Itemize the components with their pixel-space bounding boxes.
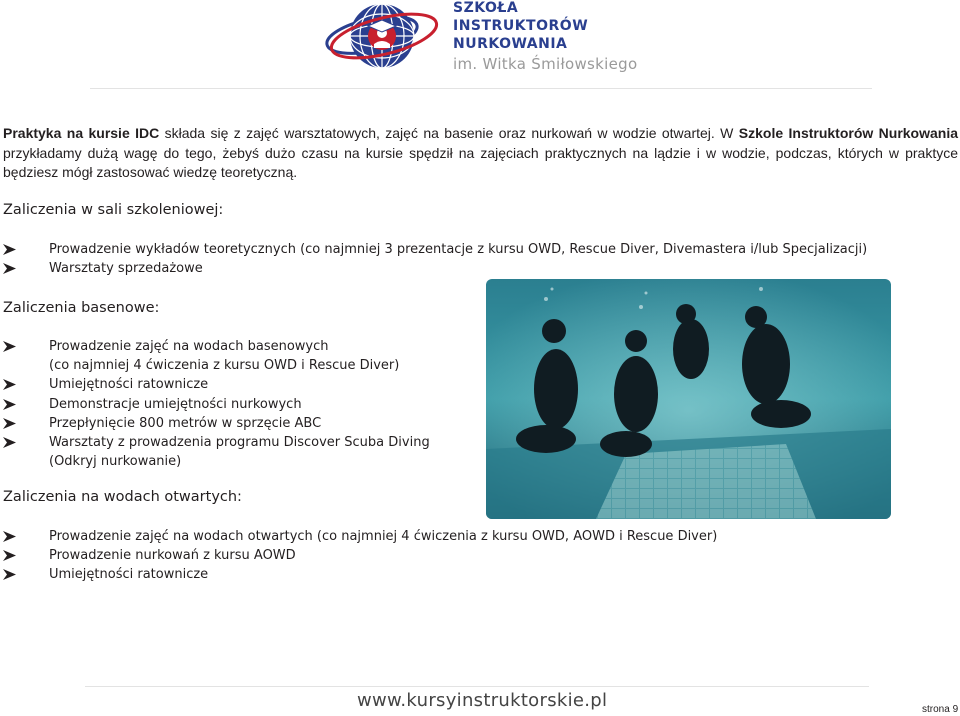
arrow-bullet-icon (3, 437, 16, 448)
list-item (3, 433, 430, 452)
header-divider (90, 88, 872, 89)
footer-website-link[interactable]: www.kursyinstruktorskie.pl (357, 690, 608, 711)
list-item-text: Prowadzenie zajęć na wodach otwartych (co najmniej 4 ćwiczenia z kursu OWD, AOWD i Rescue Diver) (49, 529, 718, 544)
list-item (3, 527, 717, 546)
globe-logo-icon (312, 0, 462, 76)
arrow-bullet-icon (3, 399, 16, 410)
intro-bold-school: Szkole Instruktorów Nurkowania (738, 125, 959, 141)
logo-text-diving: NURKOWANIA (453, 36, 568, 52)
list-item (3, 414, 430, 433)
list-item (3, 375, 430, 394)
intro-text-2: przykładamy dużą wagę do tego, żebyś dużo czasu na kursie spędził na zajęciach praktycznych na lądzie i w wodzie, podczas, których w praktyce będziesz mógł zastosować wiedzę teoretyczną. (3, 144, 958, 180)
list-item (3, 337, 430, 356)
classroom-list (3, 240, 867, 278)
list-item-text: Przepłynięcie 800 metrów w sprzęcie ABC (49, 415, 322, 431)
list-item-continuation: (Odkryj nurkowanie) (49, 454, 182, 470)
arrow-bullet-icon (3, 550, 16, 561)
intro-text-1: składa się z zajęć warsztatowych, zajęć na basenie oraz nurkowań w wodzie otwartej. W (159, 125, 739, 141)
logo-text-patron: im. Witka Śmiłowskiego (453, 55, 638, 73)
list-item-text: Warsztaty z prowadzenia programu Discover Scuba Diving (49, 435, 430, 451)
arrow-bullet-icon (3, 531, 16, 542)
intro-bold-idc: Praktyka na kursie IDC (3, 125, 160, 141)
list-item-text: Warsztaty sprzedażowe (49, 261, 203, 277)
intro-paragraph (3, 124, 958, 183)
pool-divers-photo (486, 279, 891, 519)
footer-divider (85, 686, 869, 687)
section-heading-classroom: Zaliczenia w sali szkoleniowej: (3, 202, 224, 218)
openwater-list (3, 527, 717, 585)
list-item-text: Prowadzenie nurkowań z kursu AOWD (49, 548, 296, 564)
list-item (3, 565, 717, 584)
arrow-bullet-icon (3, 418, 16, 429)
list-item-text: Prowadzenie wykładów teoretycznych (co najmniej 3 prezentacje z kursu OWD, Rescue Diver, Divemastera i/lub Specjalizacji) (49, 242, 868, 257)
page-number: strona 9 (922, 704, 959, 715)
list-item-text: Prowadzenie zajęć na wodach basenowych (49, 339, 329, 354)
list-item (3, 259, 867, 278)
logo-text-instructors: INSTRUKTORÓW (453, 18, 589, 34)
list-item (3, 240, 867, 259)
section-heading-pool: Zaliczenia basenowe: (3, 300, 160, 316)
logo-text-school: SZKOŁA (453, 0, 519, 16)
list-item (3, 546, 717, 565)
arrow-bullet-icon (3, 244, 16, 255)
list-item (3, 395, 430, 414)
section-heading-openwater: Zaliczenia na wodach otwartych: (3, 489, 242, 505)
list-item-text: Demonstracje umiejętności nurkowych (49, 396, 302, 412)
list-item-text: Umiejętności ratownicze (49, 567, 209, 583)
list-item-text: Umiejętności ratownicze (49, 377, 209, 393)
pool-list (3, 337, 430, 471)
arrow-bullet-icon (3, 263, 16, 274)
arrow-bullet-icon (3, 379, 16, 390)
arrow-bullet-icon (3, 341, 16, 352)
arrow-bullet-icon (3, 569, 16, 580)
list-item-continuation: (co najmniej 4 ćwiczenia z kursu OWD i Rescue Diver) (49, 358, 400, 374)
